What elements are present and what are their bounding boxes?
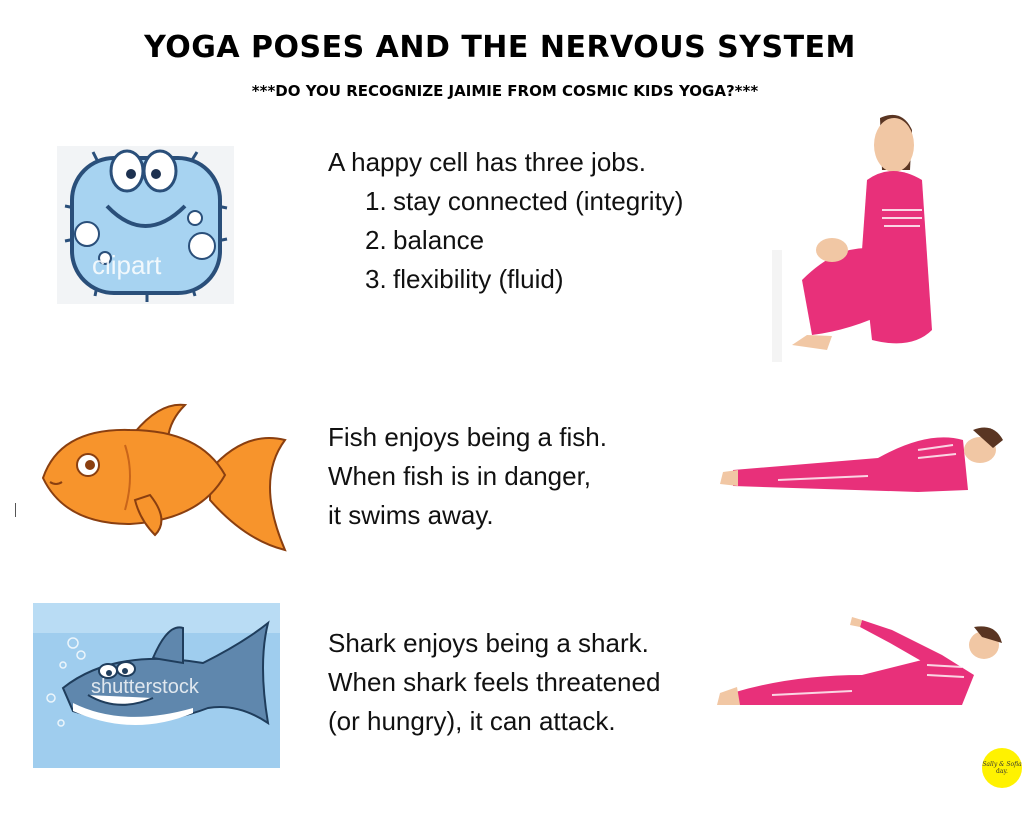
list-number: 3. <box>365 264 387 294</box>
list-text: balance <box>393 225 485 255</box>
cell-watermark: clipart <box>92 250 162 280</box>
shark-line: When shark feels threatened <box>328 667 661 697</box>
cell-text-block <box>328 143 683 299</box>
list-item <box>365 260 683 299</box>
list-number: 2. <box>365 225 387 255</box>
logo-line: day. <box>996 768 1008 775</box>
list-text: stay connected (integrity) <box>393 186 684 216</box>
page-title: YOGA POSES AND THE NERVOUS SYSTEM <box>144 30 856 65</box>
fish-pose-photo <box>718 400 1008 510</box>
list-number: 1. <box>365 186 387 216</box>
shark-line: (or hungry), it can attack. <box>328 706 616 736</box>
fish-text-block <box>328 418 607 535</box>
shark-cartoon-image <box>33 603 280 768</box>
edge-mark <box>15 503 16 517</box>
shark-text-block <box>328 624 660 741</box>
shark-line: Shark enjoys being a shark. <box>328 628 649 658</box>
locust-pose-photo <box>712 605 1007 720</box>
shark-watermark: shutterstock <box>91 676 199 698</box>
list-item <box>365 182 683 221</box>
list-text: flexibility (fluid) <box>393 264 564 294</box>
cell-heading: A happy cell has three jobs. <box>328 147 646 177</box>
page-subtitle: ***DO YOU RECOGNIZE JAIMIE FROM COSMIC KIDS YOGA?*** <box>251 82 759 100</box>
cell-cartoon-image <box>57 146 234 304</box>
fish-line: When fish is in danger, <box>328 461 592 491</box>
fish-line: it swims away. <box>328 500 494 530</box>
logo-badge <box>982 748 1022 788</box>
list-item <box>365 221 683 260</box>
seated-pose-photo <box>772 100 937 362</box>
jobs-list <box>328 182 683 299</box>
fish-cartoon-image <box>40 400 287 555</box>
fish-line: Fish enjoys being a fish. <box>328 422 607 452</box>
logo-line: Sally & Sofia <box>982 761 1022 768</box>
